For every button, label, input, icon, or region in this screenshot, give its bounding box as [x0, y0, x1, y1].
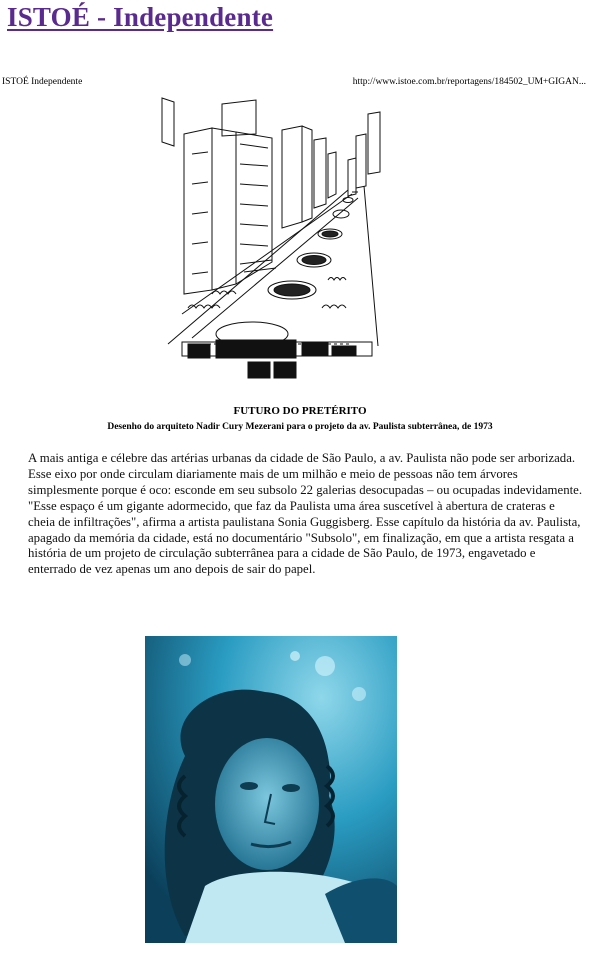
print-header-url: http://www.istoe.com.br/reportagens/184502_UM+GIGAN... [352, 77, 586, 87]
site-title-link[interactable]: ISTOÉ - Independente [7, 2, 274, 32]
print-header [2, 77, 586, 87]
architectural-sketch [152, 94, 384, 386]
print-header-source: ISTOÉ Independente [2, 77, 83, 87]
figure-caption: Desenho do arquiteto Nadir Cury Mezerani para o projeto da av. Paulista subterrânea, de 1973 [107, 422, 493, 432]
portrait-photo [145, 636, 397, 943]
article-body: A mais antiga e célebre das artérias urbanas da cidade de São Paulo, a av. Paulista não pode ser arborizada. Esse eixo por onde circulam diariamente mais de um milhão e meio de pessoas não tem árvores simplesmente porque é oco: esconde em seu subsolo 22 galerias desocupadas – ou ocupadas indevidamente. "Esse espaço é um gigante adormecido, que faz da Paulista uma área suscetível à abertura de crateras e cheia de infiltrações", afirma a artista paulistana Sonia Guggisberg. Esse capítulo da história da av. Paulista, apagado da memória da cidade, está no documentário "Subsolo", em finalização, em que a artista resgata a história de um projeto de circulação subterrânea para a cidade de São Paulo, de 1973, engavetado e enterrado de vez apenas um ano depois de sair do papel. [28, 451, 583, 577]
figure-title: FUTURO DO PRETÉRITO [233, 405, 367, 417]
